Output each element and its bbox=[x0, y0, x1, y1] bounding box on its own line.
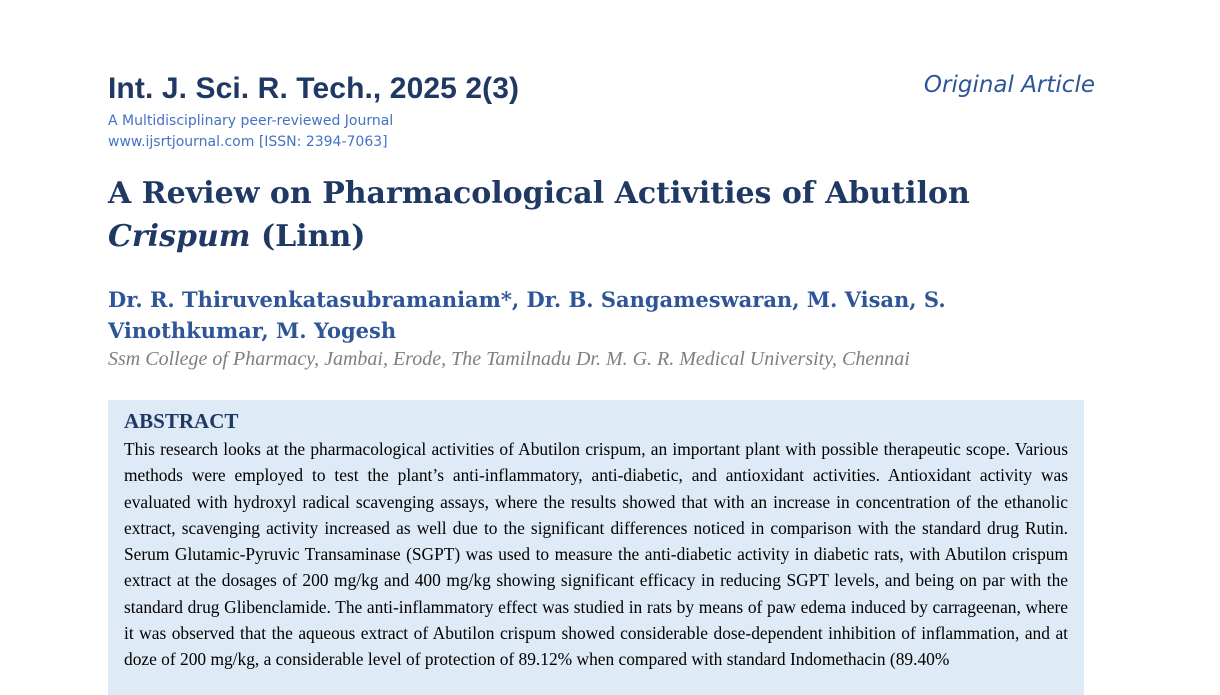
abstract-text: This research looks at the pharmacological activities of Abutilon crispum, an important plant with possible therapeutic scope. Various methods were employed to test the plant’s anti-inflammatory, anti-diabetic, and antioxidant activities. Antioxidant activity was evaluated with hydroxyl radical scavenging assays, where the results showed that with an increase in concentration of the ethanolic extract, scavenging activity increased as well due to the significant differences noticed in comparison with the standard drug Rutin. Serum Glutamic-Pyruvic Transaminase (SGPT) was used to measure the anti-diabetic activity in diabetic rats, with Abutilon crispum extract at the dosages of 200 mg/kg and 400 mg/kg showing significant efficacy in reducing SGPT levels, and being on par with the standard drug Glibenclamide. The anti-inflammatory effect was studied in rats by means of paw edema induced by carrageenan, where it was observed that the aqueous extract of Abutilon crispum showed considerable dose-dependent inhibition of inflammation, and at doze of 200 mg/kg, a considerable level of protection of 89.12% when compared with standard Indomethacin (89.40% bbox=[124, 439, 1068, 670]
abstract-box bbox=[108, 400, 1084, 695]
paper-title-part1: A Review on Pharmacological Activities of Abutilon bbox=[108, 176, 970, 211]
author-list: Dr. R. Thiruvenkatasubramaniam*, Dr. B. Sangameswaran, M. Visan, S. Vinothkumar, M. Yogesh bbox=[108, 287, 946, 343]
journal-website: www.ijsrtjournal.com [ISSN: 2394-7063] bbox=[108, 134, 388, 150]
paper-title-part2: (Linn) bbox=[250, 219, 366, 254]
abstract-heading: ABSTRACT bbox=[124, 409, 239, 433]
journal-title: Int. J. Sci. R. Tech., 2025 2(3) bbox=[108, 72, 520, 105]
affiliation: Ssm College of Pharmacy, Jambai, Erode, The Tamilnadu Dr. M. G. R. Medical University, Chennai bbox=[108, 348, 910, 370]
paper-title-italic: Crispum bbox=[108, 219, 251, 254]
journal-subtitle: A Multidisciplinary peer-reviewed Journal bbox=[108, 113, 394, 129]
paper-title bbox=[108, 172, 1108, 258]
article-type-label: Original Article bbox=[923, 72, 1095, 98]
journal-info bbox=[108, 111, 393, 153]
